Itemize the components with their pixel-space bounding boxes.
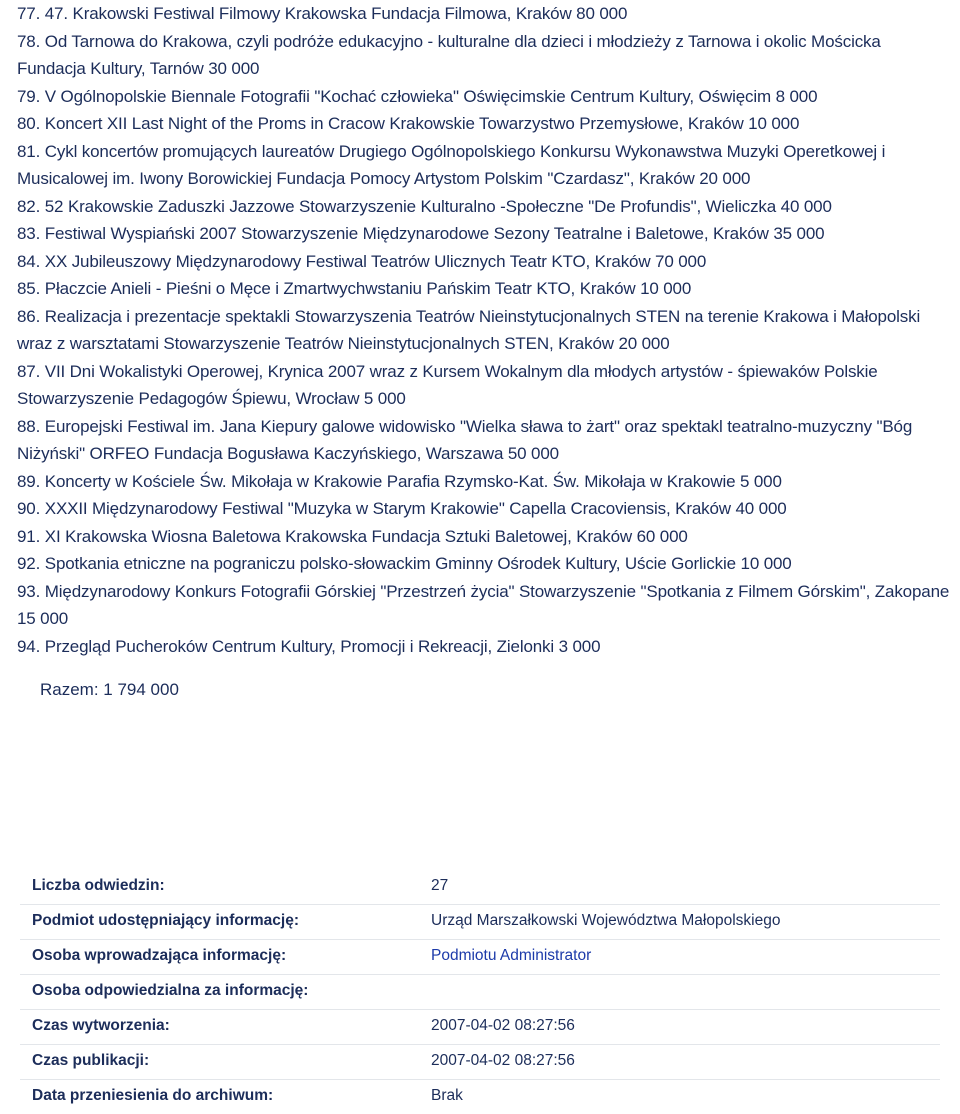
meta-row-responsible	[20, 975, 940, 1010]
list-item: 78. Od Tarnowa do Krakowa, czyli podróże edukacyjno - kulturalne dla dzieci i młodzieży z Tarnowa i okolic Mościcka Fundacja Kultury, Tarnów 30 000	[17, 31, 881, 78]
list-item: 93. Międzynarodowy Konkurs Fotografii Górskiej "Przestrzeń życia" Stowarzyszenie "Spotkania z Filmem Górskim", Zakopane 15 000	[17, 581, 950, 628]
list-item: 90. XXXII Międzynarodowy Festiwal "Muzyka w Starym Krakowie" Capella Cracoviensis, Kraków 40 000	[17, 499, 787, 518]
list-item: 86. Realizacja i prezentacje spektakli Stowarzyszenia Teatrów Nieinstytucjonalnych STEN na terenie Krakowa i Małopolski wraz z warsztatami Stowarzyszenie Teatrów Nieinstytucjonalnych STEN, Kraków 20 000	[17, 306, 921, 353]
meta-row-created	[20, 1010, 940, 1045]
list-item: 88. Europejski Festiwal im. Jana Kiepury galowe widowisko "Wielka sława to żart" oraz spektakl teatralno-muzyczny "Bóg Niżyński" ORFEO Fundacja Bogusława Kaczyńskiego, Warszawa 50 000	[17, 416, 913, 463]
meta-row-archived	[20, 1080, 940, 1114]
list-item: 85. Płaczcie Anieli - Pieśni o Męce i Zmartwychwstaniu Pańskim Teatr KTO, Kraków 10 000	[17, 279, 692, 298]
meta-row-entered-by	[20, 940, 940, 975]
list-item: 91. XI Krakowska Wiosna Baletowa Krakowska Fundacja Sztuki Baletowej, Kraków 60 000	[17, 526, 688, 546]
list-item: 94. Przegląd Pucheroków Centrum Kultury, Promocji i Rekreacji, Zielonki 3 000	[17, 636, 601, 656]
meta-row-published	[20, 1045, 940, 1080]
list-item: 92. Spotkania etniczne na pograniczu polsko-słowackim Gminny Ośrodek Kultury, Uście Gorlickie 10 000	[17, 554, 792, 573]
list-item: 82. 52 Krakowskie Zaduszki Jazzowe Stowarzyszenie Kulturalno -Społeczne "De Profundis", Wieliczka 40 000	[17, 196, 832, 216]
archived-label: Data przeniesienia do archiwum:	[32, 1087, 274, 1104]
responsible-label: Osoba odpowiedzialna za informację:	[32, 982, 309, 999]
visits-value: 27	[431, 877, 449, 894]
list-item: 87. VII Dni Wokalistyki Operowej, Krynica 2007 wraz z Kursem Wokalnym dla młodych artystów - śpiewaków Polskie Stowarzyszenie Pedagogów Śpiewu, Wrocław 5 000	[17, 361, 878, 408]
provider-value: Urząd Marszałkowski Województwa Małopolskiego	[431, 912, 781, 929]
published-value: 2007-04-02 08:27:56	[431, 1052, 575, 1069]
list-item: 81. Cykl koncertów promujących laureatów Drugiego Ogólnopolskiego Konkursu Wykonawstwa Muzyki Operetkowej i Musicalowej im. Iwony Borowickiej Fundacja Pomocy Artystom Polskim "Czardasz", Kraków 20 000	[17, 141, 886, 188]
list-item: 89. Koncerty w Kościele Św. Mikołaja w Krakowie Parafia Rzymsko-Kat. Św. Mikołaja w Krakowie 5 000	[17, 471, 782, 491]
meta-row-provider	[20, 905, 940, 940]
grant-total: Razem: 1 794 000	[40, 680, 179, 699]
list-item: 77. 47. Krakowski Festiwal Filmowy Krakowska Fundacja Filmowa, Kraków 80 000	[17, 4, 628, 23]
list-item: 83. Festiwal Wyspiański 2007 Stowarzyszenie Międzynarodowe Sezony Teatralne i Baletowe, Kraków 35 000	[17, 224, 825, 243]
metadata-table	[20, 870, 940, 1114]
created-value: 2007-04-02 08:27:56	[431, 1017, 575, 1034]
entered-by-link[interactable]: Podmiotu Administrator	[431, 947, 592, 964]
created-label: Czas wytworzenia:	[32, 1017, 170, 1034]
meta-row-visits	[20, 870, 940, 905]
list-item: 84. XX Jubileuszowy Międzynarodowy Festiwal Teatrów Ulicznych Teatr KTO, Kraków 70 000	[17, 251, 707, 271]
provider-label: Podmiot udostępniający informację:	[32, 912, 299, 929]
published-label: Czas publikacji:	[32, 1052, 150, 1069]
archived-value: Brak	[431, 1087, 463, 1104]
grant-list	[17, 0, 952, 660]
list-item: 80. Koncert XII Last Night of the Proms in Cracow Krakowskie Towarzystwo Przemysłowe, Kraków 10 000	[17, 114, 800, 133]
entered-by-label: Osoba wprowadzająca informację:	[32, 947, 287, 964]
visits-label: Liczba odwiedzin:	[32, 877, 165, 894]
list-item: 79. V Ogólnopolskie Biennale Fotografii "Kochać człowieka" Oświęcimskie Centrum Kultury, Oświęcim 8 000	[17, 86, 818, 106]
